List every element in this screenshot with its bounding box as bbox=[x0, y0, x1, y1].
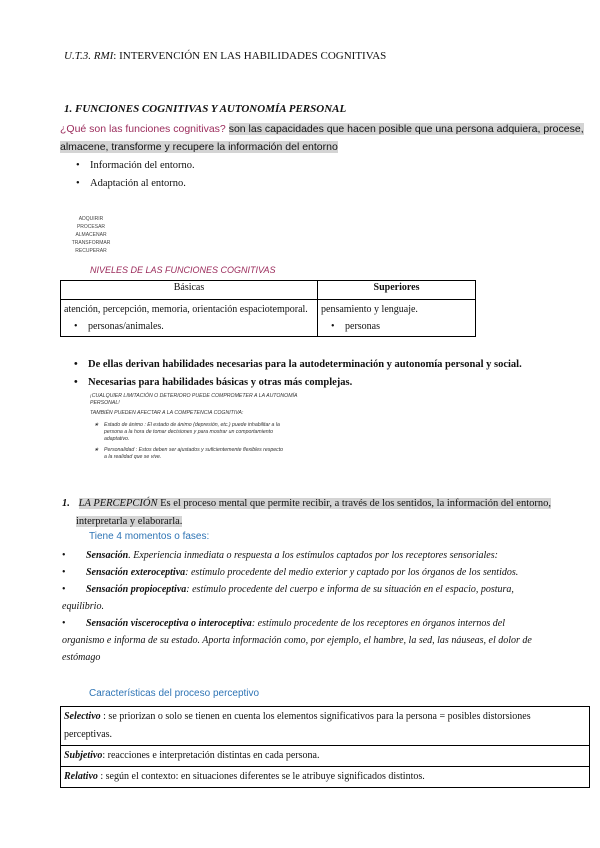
list-item: • Adaptación al entorno. bbox=[76, 175, 195, 193]
phase-text: : estímulo procedente del cuerpo e informa de su situación en el espacio, postura, bbox=[186, 584, 514, 595]
characteristic-term: Selectivo bbox=[64, 711, 101, 722]
basic-header: Básicas bbox=[61, 281, 318, 300]
process-word: ALMACENAR bbox=[75, 232, 107, 238]
bullet-icon: • bbox=[62, 584, 66, 595]
phase-item bbox=[62, 581, 592, 598]
superior-header: Superiores bbox=[318, 281, 476, 300]
document-title bbox=[64, 50, 386, 62]
levels-table bbox=[60, 280, 476, 337]
characteristic-row bbox=[61, 746, 590, 767]
note-line: Estado de ánimo : El estado de ánimo (depresión, etc.) puede inhabilitar a la bbox=[104, 422, 280, 428]
list-item: • Necesarias para habilidades básicas y otras más complejas. bbox=[74, 374, 584, 392]
phase-continuation: equilibrio. bbox=[62, 601, 104, 612]
autonomy-bullet-list bbox=[74, 356, 584, 392]
bullet-icon: • bbox=[62, 567, 66, 578]
note-line: PERSONAL! bbox=[90, 400, 120, 406]
note-line: ¡CUALQUIER LIMITACIÓN O DETERIORO PUEDE COMPROMETER A LA AUTONOMÍA bbox=[90, 393, 298, 399]
question-text: ¿Qué son las funciones cognitivas? bbox=[60, 123, 226, 135]
phase-term: Sensación bbox=[86, 550, 129, 561]
functions-bullet-list bbox=[76, 157, 195, 193]
cognitive-process-image bbox=[68, 215, 114, 255]
note-line: TAMBIÉN PUEDEN AFECTAR A LA COMPETENCIA COGNITIVA: bbox=[90, 410, 244, 416]
perception-desc-1: Es el proceso mental que permite recibir, a través de los sentidos, la información del entorno, bbox=[160, 498, 551, 509]
characteristics-title: Características del proceso perceptivo bbox=[89, 688, 260, 699]
phase-item bbox=[62, 564, 592, 581]
perception-intro-2 bbox=[76, 513, 182, 531]
phase-text: : estímulo procedente del medio exterior y captado por los órganos de los sentidos. bbox=[185, 567, 519, 578]
list-item: • personas bbox=[331, 318, 472, 335]
answer-text-1: son las capacidades que hacen posible que una persona adquiera, procese, bbox=[228, 123, 584, 135]
phase-item bbox=[62, 615, 592, 632]
title-suffix: : INTERVENCIÓN EN LAS HABILIDADES COGNITIVAS bbox=[113, 50, 387, 62]
superior-cell bbox=[318, 300, 476, 337]
characteristic-term: Subjetivo bbox=[64, 750, 103, 761]
phase-term: Sensación exteroceptiva bbox=[86, 567, 186, 578]
characteristic-text: : reacciones e interpretación distintas en cada persona. bbox=[102, 750, 320, 761]
characteristic-text: : se priorizan o solo se tienen en cuenta los elementos significativos para la persona = posibles distorsiones bbox=[100, 711, 531, 722]
phase-text: . Experiencia inmediata o respuesta a los estímulos captados por los receptores sensoriales: bbox=[128, 550, 498, 561]
unit-code: U.T.3. RMI bbox=[64, 50, 114, 62]
levels-title: NIVELES DE LAS FUNCIONES COGNITIVAS bbox=[90, 265, 276, 275]
note-line: persona a la hora de tomar decisiones y para mostrar un comportamiento bbox=[104, 429, 273, 435]
phase-continuation: organismo e informa de su estado. Aporta información como, por ejemplo, el hambre, la sed, las náuseas, el dolor de bbox=[62, 635, 532, 646]
note-line: a la realidad que se vive. bbox=[104, 454, 162, 460]
note-line: Personalidad : Estos deben ser ajustados y suficientemente flexibles respecto bbox=[104, 447, 284, 453]
superior-text: pensamiento y lenguaje. bbox=[321, 304, 418, 315]
star-icon: ★ bbox=[94, 447, 99, 453]
note-item bbox=[90, 447, 350, 461]
star-icon: ★ bbox=[94, 422, 99, 428]
basic-bullets bbox=[64, 318, 314, 335]
phase-text: : estímulo procedente de los receptores en órganos internos del bbox=[251, 618, 506, 629]
phase-term: Sensación propioceptiva bbox=[86, 584, 187, 595]
perception-intro bbox=[62, 495, 592, 513]
characteristic-text: : según el contexto: en situaciones diferentes se le atribuye significados distintos. bbox=[97, 771, 425, 782]
answer-text-2: almacene, transforme y recupere la información del entorno bbox=[60, 141, 338, 153]
list-item: • Información del entorno. bbox=[76, 157, 195, 175]
perception-heading: LA PERCEPCIÓN bbox=[78, 498, 158, 509]
bullet-icon: • bbox=[62, 550, 66, 561]
list-item: • De ellas derivan habilidades necesarias para la autodeterminación y autonomía personal y social. bbox=[74, 356, 584, 374]
superior-bullets bbox=[321, 318, 472, 335]
process-word: PROCESAR bbox=[76, 224, 106, 230]
phases-title: Tiene 4 momentos o fases: bbox=[89, 531, 210, 542]
section-heading-functions: 1. FUNCIONES COGNITIVAS Y AUTONOMÍA PERSONAL bbox=[64, 103, 347, 115]
answer-line-2 bbox=[60, 139, 338, 155]
basic-cell bbox=[61, 300, 318, 337]
process-word: RECUPERAR bbox=[75, 248, 107, 254]
characteristic-continuation: perceptivas. bbox=[64, 729, 113, 740]
characteristic-term: Relativo bbox=[64, 771, 98, 782]
phase-item bbox=[62, 547, 592, 564]
phases-list bbox=[62, 547, 592, 666]
autonomy-note-image bbox=[90, 393, 350, 461]
characteristics-table bbox=[60, 706, 590, 788]
note-item bbox=[90, 422, 350, 443]
phase-continuation: estómago bbox=[62, 652, 101, 663]
characteristic-row bbox=[61, 707, 590, 746]
process-word: ADQUIRIR bbox=[78, 216, 104, 222]
basic-text: atención, percepción, memoria, orientación espaciotemporal. bbox=[64, 304, 308, 315]
question-line bbox=[60, 121, 584, 137]
list-item: • personas/animales. bbox=[74, 318, 314, 335]
bullet-icon: • bbox=[62, 618, 66, 629]
perception-block bbox=[79, 498, 551, 509]
process-word: TRANSFORMAR bbox=[71, 240, 111, 246]
phase-term: Sensación visceroceptiva o interoceptiva bbox=[86, 618, 252, 629]
note-line: adaptativo. bbox=[104, 436, 130, 442]
perception-desc-2: interpretarla y elaborarla. bbox=[76, 516, 183, 527]
perception-number: 1. bbox=[62, 498, 70, 509]
characteristic-row bbox=[61, 767, 590, 788]
